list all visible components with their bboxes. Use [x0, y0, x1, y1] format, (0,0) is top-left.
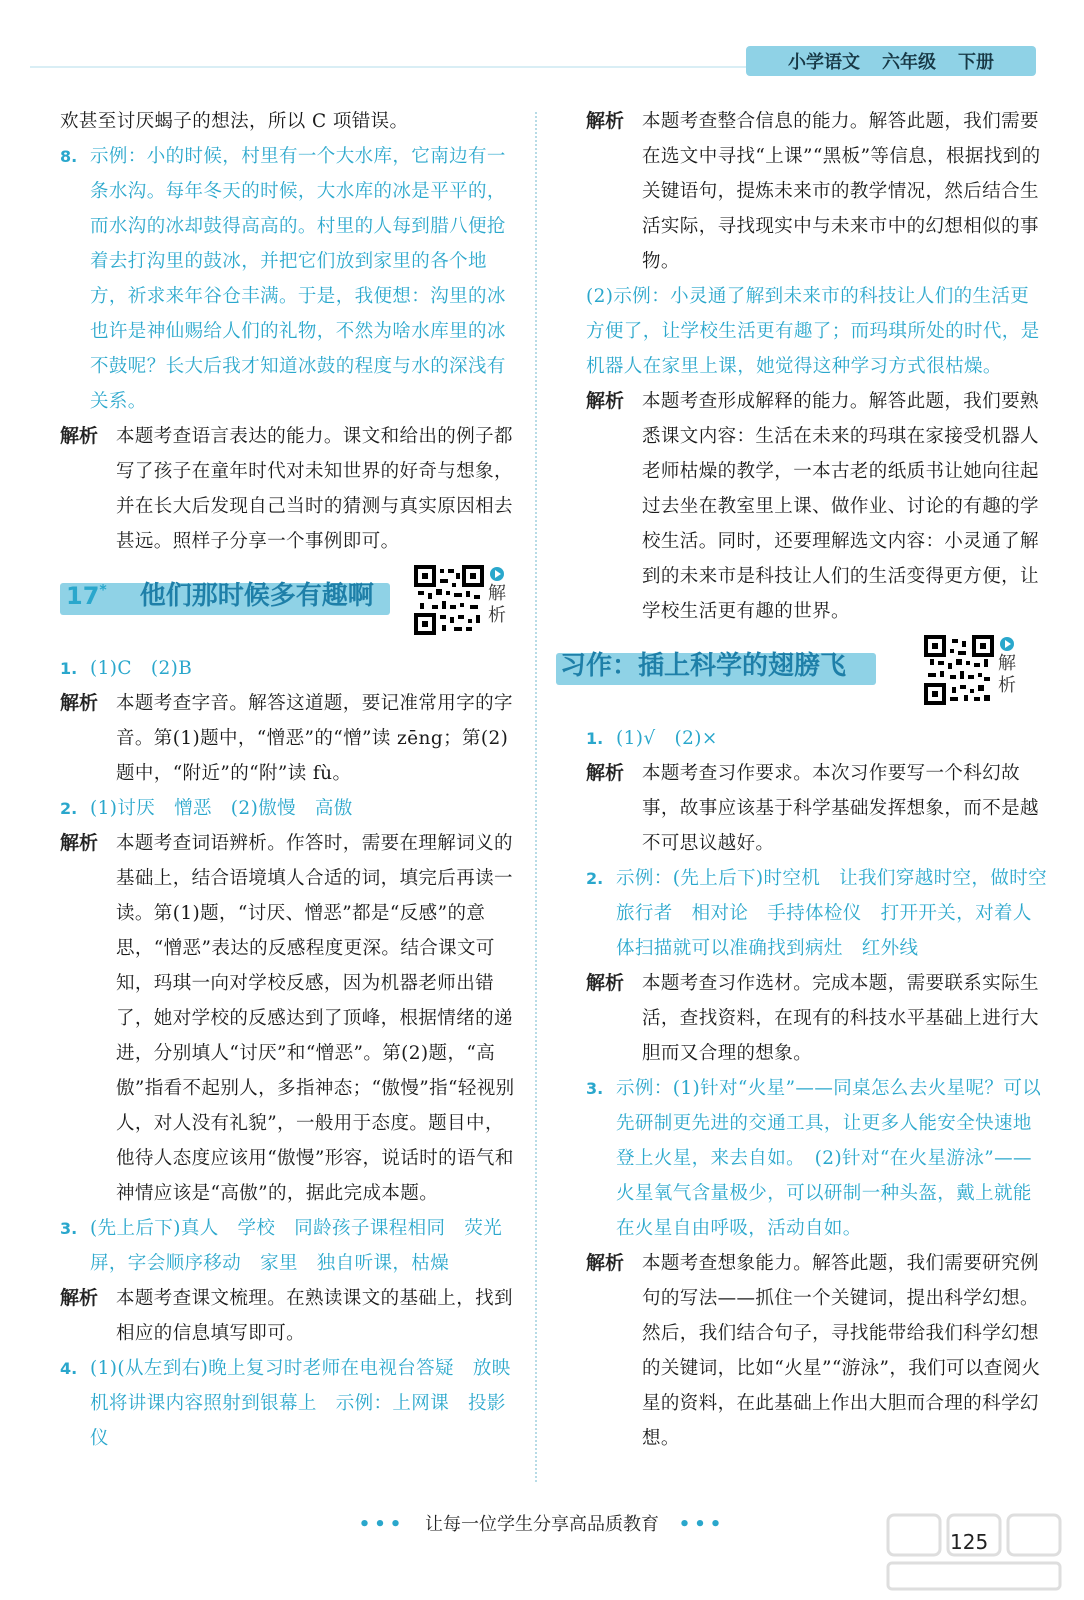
analysis-block — [586, 756, 1048, 861]
question-4 — [60, 1351, 522, 1456]
answer-text: 示例：小的时候，村里有一个大水库，它南边有一条水沟。每年冬天的时候，大水库的冰是平平的，而水沟的冰却鼓得高高的。村里的人每到腊八便抢着去打沟里的鼓冰，并把它们放到家里的各个地方，祈求来年谷仓丰满。于是，我便想：沟里的冰也许是神仙赐给人们的礼物，不然为啥水库里的冰不鼓呢？长大后我才知道冰鼓的程度与水的深浅有关系。 — [90, 146, 506, 412]
qr-code-icon[interactable] — [414, 565, 484, 635]
header-subject: 小学语文 — [788, 52, 860, 73]
lesson-star: * — [99, 582, 107, 599]
analysis-label: 解析 — [60, 692, 99, 714]
watermark-logo-icon — [880, 1505, 1070, 1595]
column-divider — [535, 112, 537, 1482]
footer-dots-right: ••• — [678, 1514, 726, 1535]
question-1 — [586, 721, 1048, 756]
header-volume: 下册 — [958, 52, 994, 73]
analysis-text: 本题考查字音。解答这道题，要记准常用字的字音。第(1)题中，“憎恶”的“憎”读 zēng；第(2)题中，“附近”的“附”读 fù。 — [116, 693, 513, 784]
lesson-number: 17 — [66, 582, 100, 610]
qr-label: 解析 — [488, 583, 506, 626]
answer-text: (1)C (2)B — [90, 658, 193, 679]
analysis-text: 本题考查习作要求。本次习作要写一个科幻故事，故事应该基于科学基础发挥想象，而不是越不可思议越好。 — [642, 763, 1039, 854]
question-8 — [60, 139, 522, 419]
analysis-block — [60, 419, 522, 559]
analysis-label: 解析 — [60, 832, 99, 854]
analysis-label: 解析 — [586, 1252, 625, 1274]
analysis-label: 解析 — [586, 110, 625, 132]
analysis-block — [60, 826, 522, 1211]
answer-text: (先上后下)真人 学校 同龄孩子课程相同 荧光屏，字会顺序移动 家里 独自听课，枯燥 — [90, 1218, 503, 1274]
header-grade: 六年级 — [882, 52, 936, 73]
lesson-17-heading — [60, 565, 522, 643]
analysis-label: 解析 — [60, 1287, 99, 1309]
play-icon[interactable] — [490, 567, 504, 581]
analysis-text: 本题考查课文梳理。在熟读课文的基础上，找到相应的信息填写即可。 — [116, 1288, 513, 1344]
question-2 — [60, 791, 522, 826]
question-number: 1. — [586, 729, 604, 748]
lesson-title — [60, 575, 374, 612]
question-number: 2. — [60, 799, 78, 818]
analysis-text: 本题考查整合信息的能力。解答此题，我们需要在选文中寻找“上课”“黑板”等信息，根据找到的关键语句，提炼未来市的教学情况，然后结合生活实际，寻找现实中与未来市中的幻想相似的事物。 — [642, 111, 1041, 272]
play-icon[interactable] — [1000, 637, 1014, 651]
analysis-block — [60, 1281, 522, 1351]
analysis-label: 解析 — [60, 425, 99, 447]
analysis-text: 本题考查语言表达的能力。课文和给出的例子都写了孩子在童年时代对未知世界的好奇与想象，并在长大后发现自己当时的猜测与真实原因相去甚远。照样子分享一个事例即可。 — [116, 426, 513, 552]
answer-text: (1)讨厌 憎恶 (2)傲慢 高傲 — [90, 798, 353, 819]
left-column — [60, 104, 522, 1456]
qr-code-icon[interactable] — [924, 635, 994, 705]
analysis-label: 解析 — [586, 762, 625, 784]
question-3 — [60, 1211, 522, 1281]
answer-text: (1)(从左到右)晚上复习时老师在电视台答疑 放映机将讲课内容照射到银幕上 示例：上网课 投影仪 — [90, 1358, 511, 1449]
question-number: 1. — [60, 659, 78, 678]
footer-slogan: 让每一位学生分享高品质教育 — [425, 1514, 659, 1535]
question-number: 8. — [60, 147, 78, 166]
analysis-text: 本题考查想象能力。解答此题，我们需要研究例句的写法——抓住一个关键词，提出科学幻想。然后，我们结合句子，寻找能带给我们科学幻想的关键词，比如“火星”“游泳”，我们可以查阅火星的资料，在此基础上作出大胆而合理的科学幻想。 — [642, 1253, 1041, 1449]
analysis-block — [586, 104, 1048, 279]
page-number: 125 — [950, 1530, 989, 1554]
question-number: 4. — [60, 1359, 78, 1378]
analysis-block — [586, 966, 1048, 1071]
answer-text: (2)示例：小灵通了解到未来市的科技让人们的生活更方便了，让学校生活更有趣了；而玛琪所处的时代，是机器人在家里上课，她觉得这种学习方式很枯燥。 — [586, 286, 1040, 377]
right-column — [560, 104, 1048, 1456]
lesson-title-text: 他们那时候多有趣啊 — [139, 581, 374, 611]
question-3 — [586, 1071, 1048, 1246]
analysis-text: 本题考查词语辨析。作答时，需要在理解词义的基础上，结合语境填人合适的词，填完后再读一读。第(1)题，“讨厌、憎恶”都是“反感”的意思，“憎恶”表达的反感程度更深。结合课文可知，玛琪一向对学校反感，因为机器老师出错了，她对学校的反感达到了顶峰，根据情绪的递进，分别填人“讨厌”和“憎恶”。第(2)题，“高傲”指看不起别人，多指神态；“傲慢”指“轻视别人，对人没有礼貌”，一般用于态度。题目中，他待人态度应该用“傲慢”形容，说话时的语气和神情应该是“高傲”的，据此完成本题。 — [116, 833, 515, 1204]
analysis-block — [60, 686, 522, 791]
header-badge — [746, 46, 1036, 76]
answer-text: 示例：(1)针对“火星”——同桌怎么去火星呢？可以先研制更先进的交通工具，让更多人能安全快速地登上火星，来去自如。 (2)针对“在火星游泳”——火星氧气含量极少，可以研制一种头盔，戴上就能在火星自由呼吸，活动自如。 — [616, 1078, 1042, 1239]
qr-label: 解析 — [998, 653, 1016, 696]
question-1 — [60, 651, 522, 686]
question-number: 3. — [60, 1219, 78, 1238]
footer-dots-left: ••• — [358, 1514, 406, 1535]
writing-title: 习作：插上科学的翅膀飞 — [560, 651, 847, 681]
analysis-text: 本题考查形成解释的能力。解答此题，我们要熟悉课文内容：生活在未来的玛琪在家接受机器人老师枯燥的教学，一本古老的纸质书让她向往起过去坐在教室里上课、做作业、讨论的有趣的学校生活。同时，还要理解选文内容：小灵通了解到的未来市是科技让人们的生活变得更方便，让学校生活更有趣的世界。 — [642, 391, 1039, 622]
analysis-label: 解析 — [586, 972, 625, 994]
analysis-block — [586, 1246, 1048, 1456]
header-rule — [30, 66, 750, 68]
question-2 — [586, 861, 1048, 966]
answer-text: (1)√ (2)× — [616, 728, 718, 749]
continued-text: 欢甚至讨厌蝎子的想法，所以 C 项错误。 — [60, 111, 409, 132]
writing-heading — [560, 635, 1048, 713]
question-number: 3. — [586, 1079, 604, 1098]
analysis-block — [586, 384, 1048, 629]
answer-text: 示例：(先上后下)时空机 让我们穿越时空，做时空旅行者 相对论 手持体检仪 打开开关，对着人体扫描就可以准确找到病灶 红外线 — [616, 868, 1048, 959]
analysis-label: 解析 — [586, 390, 625, 412]
question-number: 2. — [586, 869, 604, 888]
analysis-text: 本题考查习作选材。完成本题，需要联系实际生活，查找资料，在现有的科技水平基础上进行大胆而又合理的想象。 — [642, 973, 1039, 1064]
